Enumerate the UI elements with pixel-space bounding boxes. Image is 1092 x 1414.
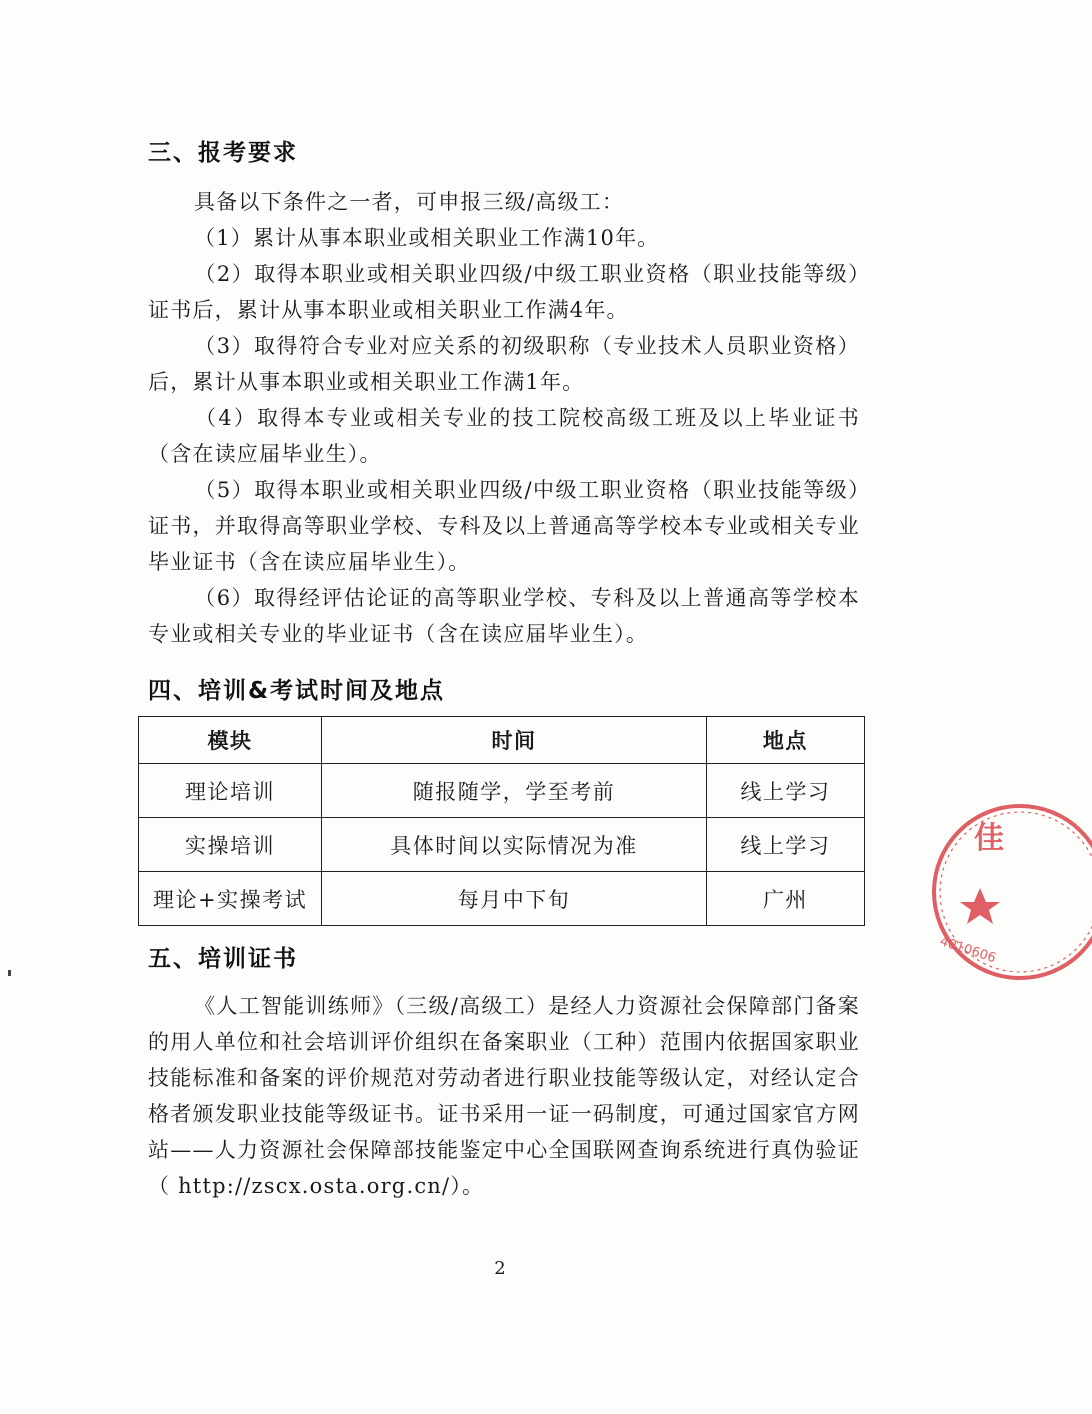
requirement-item-4: （4）取得本专业或相关专业的技工院校高级工班及以上毕业证书（含在读应届毕业生）。 [148,406,860,466]
requirement-item-6: （6）取得经评估论证的高等职业学校、专科及以上普通高等学校本专业或相关专业的毕业证书（含在读应届毕业生）。 [148,586,860,646]
header-place: 地点 [706,717,864,764]
cell-time: 每月中下旬 [322,872,707,926]
page-number: 2 [494,1258,506,1279]
header-time: 时间 [322,717,707,764]
seal-code: 4010606 [937,934,998,967]
schedule-table [138,716,865,926]
requirement-item-1: （1）累计从事本职业或相关职业工作满10年。 [194,226,660,250]
requirement-item-2: （2）取得本职业或相关职业四级/中级工职业资格（职业技能等级）证书后，累计从事本职业或相关职业工作满4年。 [148,262,860,322]
section-title-certificate: 五、培训证书 [148,946,298,972]
cell-place: 线上学习 [706,764,864,818]
scan-mark [8,970,11,976]
cell-module: 理论+实操考试 [139,872,322,926]
cell-time: 随报随学，学至考前 [322,764,707,818]
requirements-intro: 具备以下条件之一者，可申报三级/高级工： [194,190,625,214]
section-title-requirements: 三、报考要求 [148,140,298,166]
cell-module: 实操培训 [139,818,322,872]
table-header-row [139,717,865,764]
cell-place: 广州 [706,872,864,926]
section-title-schedule: 四、培训&考试时间及地点 [148,678,446,704]
seal-char: 佳 [974,821,1004,856]
requirement-item-5: （5）取得本职业或相关职业四级/中级工职业资格（职业技能等级）证书，并取得高等职业学校、专科及以上普通高等学校本专业或相关专业毕业证书（含在读应届毕业生）。 [148,478,860,574]
official-seal-stamp [932,792,1092,992]
requirement-item-3: （3）取得符合专业对应关系的初级职称（专业技术人员职业资格）后，累计从事本职业或相关职业工作满1年。 [148,334,860,394]
seal-star-icon [960,888,1000,924]
table-row [139,818,865,872]
table-row [139,872,865,926]
certificate-paragraph: 《人工智能训练师》（三级/高级工）是经人力资源社会保障部门备案的用人单位和社会培训评价组织在备案职业（工种）范围内依据国家职业技能标准和备案的评价规范对劳动者进行职业技能等级认定，对经认定合格者颁发职业技能等级证书。证书采用一证一码制度，可通过国家官方网站——人力资源社会保障部技能鉴定中心全国联网查询系统进行真伪验证（ http://zscx.osta.org.cn/）。 [148,994,860,1198]
cell-time: 具体时间以实际情况为准 [322,818,707,872]
cell-module: 理论培训 [139,764,322,818]
table-row [139,764,865,818]
cell-place: 线上学习 [706,818,864,872]
header-module: 模块 [139,717,322,764]
